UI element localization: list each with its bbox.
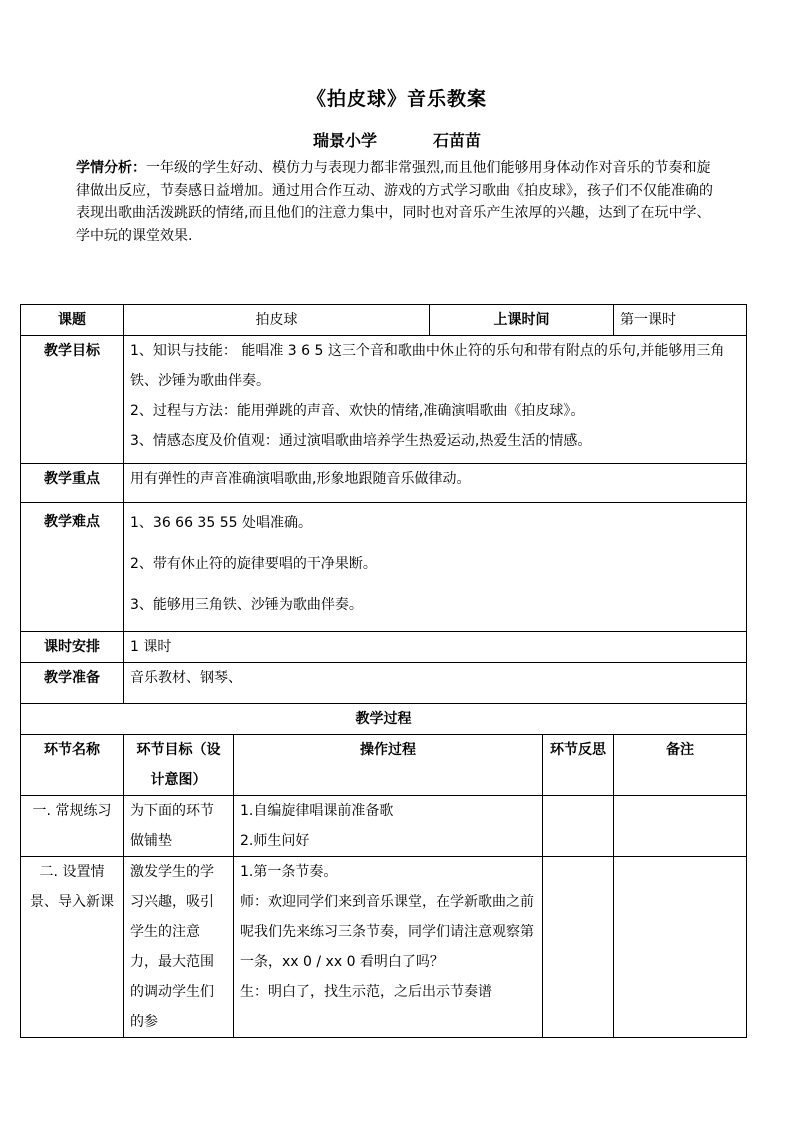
procedure-step: 2.师生问好	[240, 833, 310, 849]
difficulty-content	[124, 503, 747, 632]
difficulty-label: 教学难点	[21, 503, 124, 632]
topic-value: 拍皮球	[124, 305, 430, 336]
topic-row	[21, 305, 747, 336]
class-time-label: 上课时间	[430, 305, 614, 336]
stage-name: 一. 常规练习	[21, 796, 124, 857]
process-row	[21, 857, 747, 1038]
stage-reflection	[543, 857, 614, 1038]
procedure-step: 师：欢迎同学们来到音乐课堂，在学新歌曲之前呢我们先来练习三条节奏，同学们请注意观察第一条，xx 0 / xx 0 看明白了吗？	[240, 894, 534, 970]
stage-goal: 激发学生的学习兴趣，吸引学生的注意力，最大范围的调动学生们的参	[124, 857, 234, 1038]
preparation-row	[21, 663, 747, 704]
process-title: 教学过程	[21, 704, 747, 735]
key-point-row	[21, 464, 747, 503]
stage-reflection	[543, 796, 614, 857]
stage-procedure	[234, 857, 543, 1038]
goal-item: 1、知识与技能： 能唱准 3 6 5 这三个音和歌曲中休止符的乐句和带有附点的乐句,并能够用三角铁、沙锤为歌曲伴奏。	[130, 343, 725, 389]
difficulty-item: 2、带有休止符的旋律要唱的干净果断。	[130, 556, 377, 572]
difficulty-row	[21, 503, 747, 632]
goal-item: 3、情感态度及价值观：通过演唱歌曲培养学生热爱运动,热爱生活的情感。	[130, 433, 592, 449]
stage-notes	[614, 796, 747, 857]
key-point-value: 用有弹性的声音准确演唱歌曲,形象地跟随音乐做律动。	[124, 464, 747, 503]
procedure-step: 1.自编旋律唱课前准备歌	[240, 803, 394, 819]
hours-label: 课时安排	[21, 632, 124, 663]
col-header-notes: 备注	[614, 735, 747, 796]
procedure-step: 生：明白了，找生示范，之后出示节奏谱	[240, 984, 492, 1000]
lesson-plan-table	[20, 304, 747, 1038]
goals-row	[21, 336, 747, 464]
goal-item: 2、过程与方法：能用弹跳的声音、欢快的情绪,准确演唱歌曲《拍皮球》。	[130, 403, 585, 419]
preparation-label: 教学准备	[21, 663, 124, 704]
difficulty-item: 1、36 66 35 55 处唱准确。	[130, 515, 312, 531]
key-point-label: 教学重点	[21, 464, 124, 503]
process-row	[21, 796, 747, 857]
document-title: 《拍皮球》音乐教案	[306, 88, 487, 110]
col-header-procedure: 操作过程	[234, 735, 543, 796]
hours-row	[21, 632, 747, 663]
class-time-value: 第一课时	[614, 305, 747, 336]
teacher-name: 石苗苗	[433, 131, 482, 150]
topic-label: 课题	[21, 305, 124, 336]
goals-content	[124, 336, 747, 464]
process-title-row	[21, 704, 747, 735]
process-header-row	[21, 735, 747, 796]
procedure-step: 1.第一条节奏。	[240, 864, 338, 880]
preparation-value: 音乐教材、钢琴、	[124, 663, 747, 704]
school-name: 瑞景小学	[312, 131, 377, 150]
hours-value: 1 课时	[124, 632, 747, 663]
col-header-stage: 环节名称	[21, 735, 124, 796]
analysis-text: 一年级的学生好动、模仿力与表现力都非常强烈,而且他们能够用身体动作对音乐的节奏和旋律做出反应，节奏感日益增加。通过用合作互动、游戏的方式学习歌曲《拍皮球》，孩子们不仅能准确的表现出歌曲活泼跳跃的情绪,而且他们的注意力集中，同时也对音乐产生浓厚的兴趣，达到了在玩中学、学中玩的课堂效果.	[76, 160, 713, 244]
stage-procedure	[234, 796, 543, 857]
stage-notes	[614, 857, 747, 1038]
stage-goal: 为下面的环节做铺垫	[124, 796, 234, 857]
analysis-label: 学情分析：	[76, 160, 146, 176]
difficulty-item: 3、能够用三角铁、沙锤为歌曲伴奏。	[130, 597, 363, 613]
goals-label: 教学目标	[21, 336, 124, 464]
col-header-reflection: 环节反思	[543, 735, 614, 796]
col-header-goal: 环节目标（设计意图）	[124, 735, 234, 796]
stage-name: 二. 设置情景、导入新课	[21, 857, 124, 1038]
learning-analysis	[76, 157, 718, 247]
author-line	[0, 128, 794, 151]
